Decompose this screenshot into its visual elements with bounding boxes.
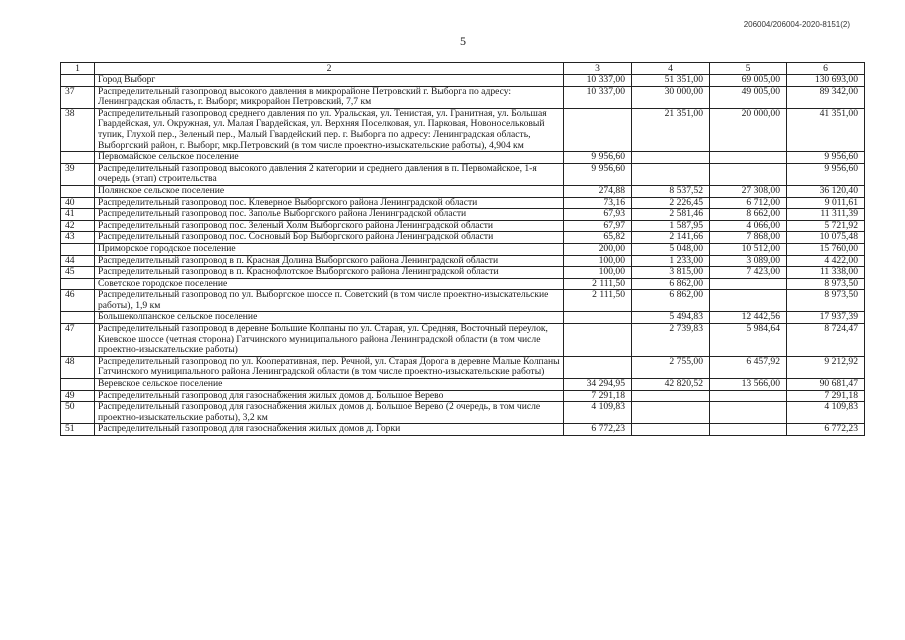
row-col4-value-cell: 6 862,00 [632, 278, 710, 290]
row-col6-value-cell: 6 772,23 [787, 424, 865, 436]
table-row [61, 290, 865, 312]
row-description-cell: Распределительный газопровод высокого давления 2 категории и среднего давления в п. Первомайское, 1-я очередь (этап) строительства [95, 163, 564, 185]
row-col6-value-cell: 7 291,18 [787, 390, 865, 402]
row-col5-value-cell: 3 089,00 [710, 255, 787, 267]
row-col5-value-cell: 69 005,00 [710, 75, 787, 87]
row-col3-value-cell: 67,97 [564, 220, 632, 232]
row-number-cell [61, 185, 95, 197]
row-description-cell: Полянское сельское поселение [95, 185, 564, 197]
row-col5-value-cell [710, 278, 787, 290]
row-description-cell: Распределительный газопровод для газоснабжения жилых домов д. Большое Верево [95, 390, 564, 402]
row-col6-value-cell: 11 311,39 [787, 209, 865, 221]
table-row [61, 108, 865, 151]
row-number-cell: 44 [61, 255, 95, 267]
table-row [61, 324, 865, 357]
row-col3-value-cell [564, 324, 632, 357]
table-row [61, 232, 865, 244]
table-row [61, 356, 865, 378]
row-description-cell: Распределительный газопровод по ул. Выборгское шоссе п. Советский (в том числе проектно-изыскательские работы), 1,9 км [95, 290, 564, 312]
header-col-4: 4 [632, 63, 710, 75]
header-col-6: 6 [787, 63, 865, 75]
table-row [61, 209, 865, 221]
table-row [61, 255, 865, 267]
row-number-cell: 49 [61, 390, 95, 402]
row-col6-value-cell: 8 973,50 [787, 290, 865, 312]
row-col5-value-cell [710, 390, 787, 402]
row-col6-value-cell: 89 342,00 [787, 86, 865, 108]
row-col6-value-cell: 9 011,61 [787, 197, 865, 209]
row-col6-value-cell: 4 422,00 [787, 255, 865, 267]
row-col4-value-cell: 21 351,00 [632, 108, 710, 151]
row-number-cell [61, 152, 95, 164]
row-col5-value-cell: 4 066,00 [710, 220, 787, 232]
row-description-cell: Распределительный газопровод по ул. Кооперативная, пер. Речной, ул. Старая Дорога в деревне Малые Колпаны Гатчинского муниципального района Ленинградской области (в том числе проектно-изыскательские работы) [95, 356, 564, 378]
header-col-2: 2 [95, 63, 564, 75]
row-col6-value-cell: 15 760,00 [787, 243, 865, 255]
row-col4-value-cell: 2 739,83 [632, 324, 710, 357]
table-row [61, 86, 865, 108]
row-description-cell: Распределительный газопровод среднего давления по ул. Уральская, ул. Тенистая, ул. Гранитная, ул. Большая Гвардейская, ул. Окружная, ул. Малая Гвардейская, ул. Верхняя Поселковая, ул. Парковая, Новоносельковый тупик, Глухой пер., Зеленый пер., Малый Гвардейский пер. г. Выборга по адресу: Ленинградская область, Выборгский район, г. Выборг, мкр.Петровский (в том числе проектно-изыскательские работы), 4,904 км [95, 108, 564, 151]
row-number-cell [61, 278, 95, 290]
row-col4-value-cell: 30 000,00 [632, 86, 710, 108]
row-col3-value-cell [564, 312, 632, 324]
row-number-cell: 37 [61, 86, 95, 108]
row-col4-value-cell: 5 494,83 [632, 312, 710, 324]
row-col6-value-cell: 8 724,47 [787, 324, 865, 357]
table-subtotal-row [61, 312, 865, 324]
row-col5-value-cell: 27 308,00 [710, 185, 787, 197]
row-col5-value-cell: 6 457,92 [710, 356, 787, 378]
row-col5-value-cell: 7 868,00 [710, 232, 787, 244]
row-col3-value-cell: 100,00 [564, 267, 632, 279]
row-col3-value-cell: 200,00 [564, 243, 632, 255]
table-subtotal-row [61, 243, 865, 255]
row-number-cell [61, 379, 95, 391]
row-number-cell: 47 [61, 324, 95, 357]
row-col5-value-cell [710, 163, 787, 185]
row-number-cell: 40 [61, 197, 95, 209]
row-number-cell: 48 [61, 356, 95, 378]
row-col5-value-cell [710, 152, 787, 164]
row-col3-value-cell: 65,82 [564, 232, 632, 244]
row-number-cell: 50 [61, 402, 95, 424]
table-row [61, 267, 865, 279]
page-number: 5 [460, 34, 466, 48]
row-col4-value-cell [632, 152, 710, 164]
row-number-cell: 45 [61, 267, 95, 279]
row-description-cell: Приморское городское поселение [95, 243, 564, 255]
row-col5-value-cell: 5 984,64 [710, 324, 787, 357]
row-col3-value-cell: 2 111,50 [564, 278, 632, 290]
row-col4-value-cell [632, 424, 710, 436]
table-subtotal-row [61, 152, 865, 164]
row-col4-value-cell [632, 402, 710, 424]
header-col-5: 5 [710, 63, 787, 75]
row-description-cell: Распределительный газопровод в деревне Большие Колпаны по ул. Старая, ул. Средняя, Восточный переулок, Киевское шоссе (четная сторона) Гатчинского муниципального района Ленинградской области (в том числе проектно-изыскательские работы) [95, 324, 564, 357]
row-col3-value-cell: 10 337,00 [564, 75, 632, 87]
row-col4-value-cell: 6 862,00 [632, 290, 710, 312]
row-col3-value-cell: 10 337,00 [564, 86, 632, 108]
table-row [61, 390, 865, 402]
row-description-cell: Распределительный газопровод в п. Краснофлотское Выборгского района Ленинградской области [95, 267, 564, 279]
row-col3-value-cell: 73,16 [564, 197, 632, 209]
row-col6-value-cell: 36 120,40 [787, 185, 865, 197]
gas-pipeline-table [60, 62, 865, 436]
table-header-row [61, 63, 865, 75]
table-subtotal-row [61, 185, 865, 197]
row-col6-value-cell: 17 937,39 [787, 312, 865, 324]
row-number-cell: 42 [61, 220, 95, 232]
table-subtotal-row [61, 75, 865, 87]
row-col4-value-cell: 1 587,95 [632, 220, 710, 232]
row-col5-value-cell [710, 290, 787, 312]
table-subtotal-row [61, 278, 865, 290]
header-col-3: 3 [564, 63, 632, 75]
row-description-cell: Распределительный газопровод пос. Клеверное Выборгского района Ленинградской области [95, 197, 564, 209]
row-col4-value-cell: 2 755,00 [632, 356, 710, 378]
row-number-cell: 39 [61, 163, 95, 185]
row-col5-value-cell: 12 442,56 [710, 312, 787, 324]
row-description-cell: Распределительный газопровод пос. Зеленый Холм Выборгского района Ленинградской области [95, 220, 564, 232]
table-row [61, 402, 865, 424]
row-col6-value-cell: 4 109,83 [787, 402, 865, 424]
table-row [61, 197, 865, 209]
row-description-cell: Веревское сельское поселение [95, 379, 564, 391]
row-col3-value-cell: 6 772,23 [564, 424, 632, 436]
row-col6-value-cell: 130 693,00 [787, 75, 865, 87]
row-col6-value-cell: 9 212,92 [787, 356, 865, 378]
row-number-cell [61, 312, 95, 324]
row-col4-value-cell [632, 163, 710, 185]
row-col3-value-cell [564, 108, 632, 151]
row-description-cell: Первомайское сельское поселение [95, 152, 564, 164]
row-description-cell: Распределительный газопровод для газоснабжения жилых домов д. Горки [95, 424, 564, 436]
row-col4-value-cell: 51 351,00 [632, 75, 710, 87]
row-number-cell: 43 [61, 232, 95, 244]
row-col4-value-cell: 5 048,00 [632, 243, 710, 255]
row-col5-value-cell [710, 424, 787, 436]
row-col4-value-cell: 2 141,66 [632, 232, 710, 244]
row-col3-value-cell: 9 956,60 [564, 163, 632, 185]
row-col3-value-cell: 67,93 [564, 209, 632, 221]
row-number-cell: 46 [61, 290, 95, 312]
row-col5-value-cell: 10 512,00 [710, 243, 787, 255]
row-number-cell: 51 [61, 424, 95, 436]
row-col5-value-cell: 7 423,00 [710, 267, 787, 279]
row-col3-value-cell: 34 294,95 [564, 379, 632, 391]
row-col3-value-cell: 100,00 [564, 255, 632, 267]
row-description-cell: Советское городское поселение [95, 278, 564, 290]
row-description-cell: Распределительный газопровод в п. Красная Долина Выборгского района Ленинградской области [95, 255, 564, 267]
header-col-1: 1 [61, 63, 95, 75]
row-col5-value-cell [710, 402, 787, 424]
row-col6-value-cell: 8 973,50 [787, 278, 865, 290]
row-description-cell: Город Выборг [95, 75, 564, 87]
table-row [61, 424, 865, 436]
row-description-cell: Распределительный газопровод пос. Сосновый Бор Выборгского района Ленинградской области [95, 232, 564, 244]
row-description-cell: Распределительный газопровод для газоснабжения жилых домов д. Большое Верево (2 очередь, в том числе проектно-изыскательские работы), 3,2 км [95, 402, 564, 424]
table-row [61, 163, 865, 185]
row-col3-value-cell: 274,88 [564, 185, 632, 197]
row-description-cell: Распределительный газопровод пос. Заполье Выборгского района Ленинградской области [95, 209, 564, 221]
row-col4-value-cell: 8 537,52 [632, 185, 710, 197]
row-col4-value-cell: 2 226,45 [632, 197, 710, 209]
document-reference: 206004/206004-2020-8151(2) [743, 20, 850, 29]
row-description-cell: Распределительный газопровод высокого давления в микрорайоне Петровский г. Выборга по адресу: Ленинградская область, г. Выборг, микрорайон Петровский, 7,7 км [95, 86, 564, 108]
row-col6-value-cell: 41 351,00 [787, 108, 865, 151]
table-row [61, 220, 865, 232]
row-col3-value-cell: 4 109,83 [564, 402, 632, 424]
row-description-cell: Большеколпанское сельское поселение [95, 312, 564, 324]
row-number-cell [61, 243, 95, 255]
row-col6-value-cell: 10 075,48 [787, 232, 865, 244]
row-col6-value-cell: 11 338,00 [787, 267, 865, 279]
row-col5-value-cell: 6 712,00 [710, 197, 787, 209]
row-col4-value-cell [632, 390, 710, 402]
row-col3-value-cell [564, 356, 632, 378]
row-col3-value-cell: 9 956,60 [564, 152, 632, 164]
row-col6-value-cell: 9 956,60 [787, 163, 865, 185]
row-col6-value-cell: 90 681,47 [787, 379, 865, 391]
row-number-cell: 41 [61, 209, 95, 221]
row-col6-value-cell: 5 721,92 [787, 220, 865, 232]
row-number-cell: 38 [61, 108, 95, 151]
row-col6-value-cell: 9 956,60 [787, 152, 865, 164]
row-col5-value-cell: 49 005,00 [710, 86, 787, 108]
row-col3-value-cell: 7 291,18 [564, 390, 632, 402]
row-col5-value-cell: 8 662,00 [710, 209, 787, 221]
table-subtotal-row [61, 379, 865, 391]
row-col4-value-cell: 3 815,00 [632, 267, 710, 279]
row-col5-value-cell: 13 566,00 [710, 379, 787, 391]
row-number-cell [61, 75, 95, 87]
row-col4-value-cell: 1 233,00 [632, 255, 710, 267]
row-col5-value-cell: 20 000,00 [710, 108, 787, 151]
row-col4-value-cell: 2 581,46 [632, 209, 710, 221]
row-col3-value-cell: 2 111,50 [564, 290, 632, 312]
row-col4-value-cell: 42 820,52 [632, 379, 710, 391]
